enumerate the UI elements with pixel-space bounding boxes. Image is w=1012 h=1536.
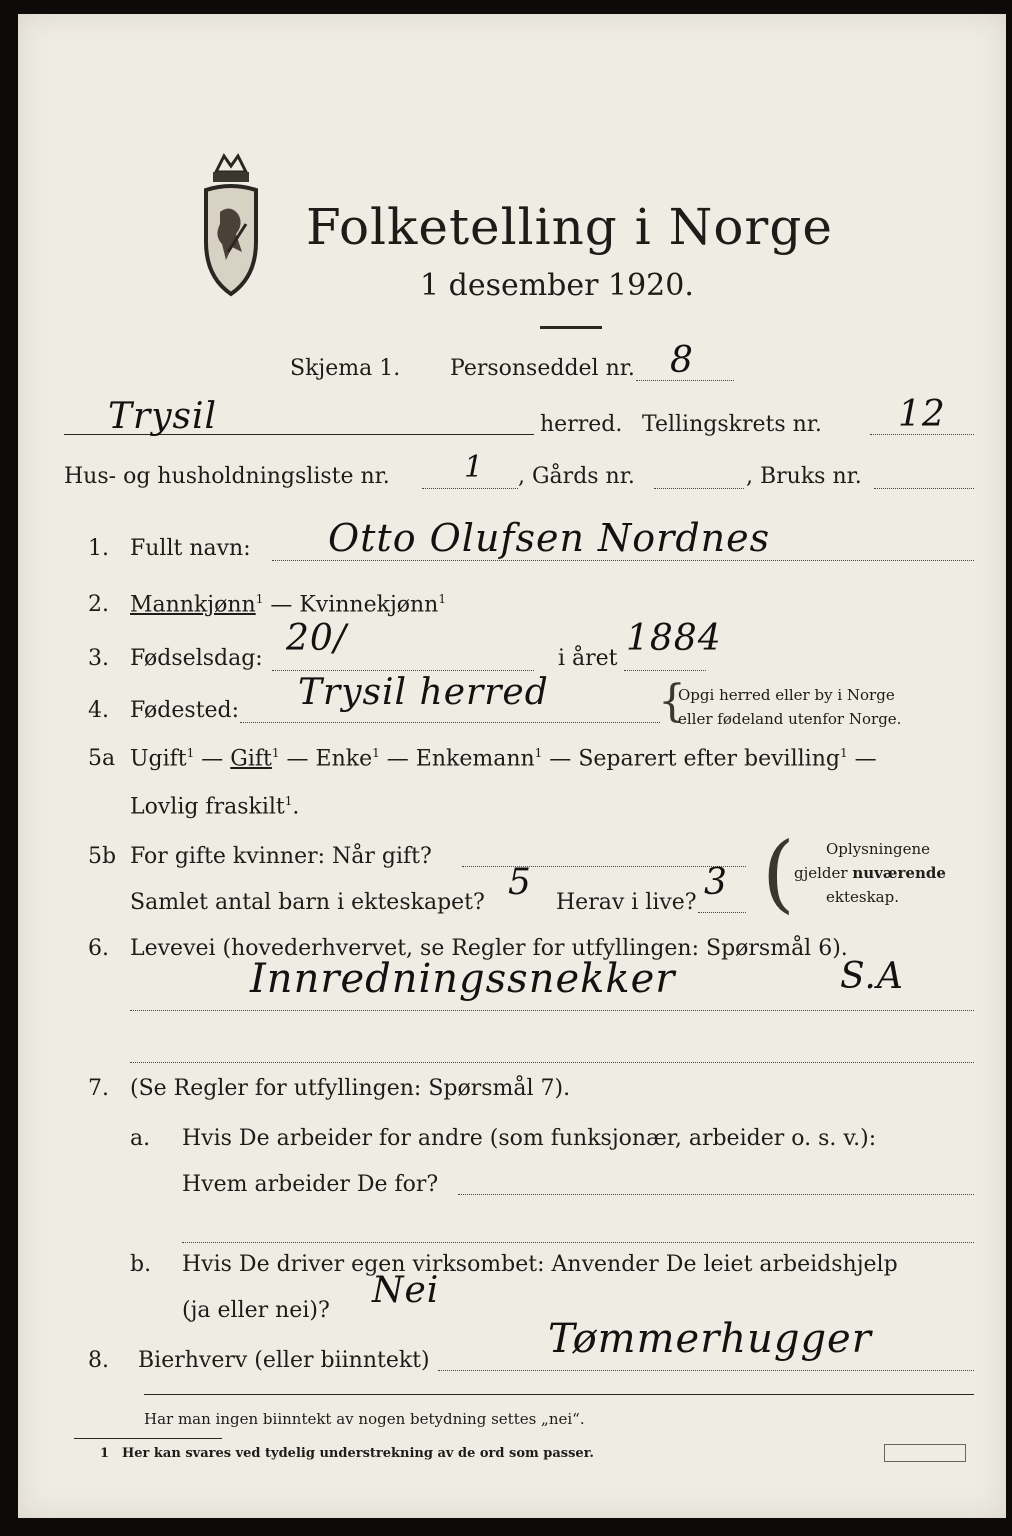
- form-title: Folketelling i Norge: [306, 198, 833, 256]
- title-rule: [540, 326, 602, 329]
- status-enke-option[interactable]: Enke: [315, 746, 373, 772]
- tellingskrets-value[interactable]: 12: [898, 394, 946, 435]
- q7a-label: Hvis De arbeider for andre (som funksjonær, arbeider o. s. v.):: [182, 1126, 877, 1151]
- q3-line: [272, 670, 534, 671]
- husliste-label: Hus- og husholdningsliste nr.: [64, 464, 390, 489]
- full-name-value[interactable]: Otto Olufsen Nordnes: [328, 516, 771, 560]
- q6-line-2: [130, 1062, 974, 1063]
- status-separert-option[interactable]: Separert efter bevilling: [578, 746, 840, 772]
- personseddel-label: Personseddel nr.: [450, 356, 635, 381]
- q7-number: 7.: [88, 1076, 109, 1101]
- census-date: 1 desember 1920.: [420, 268, 694, 303]
- q7b-label: Hvis De driver egen virksombet: Anvender De leiet arbeidshjelp: [182, 1252, 898, 1277]
- occupation-value[interactable]: Innredningssnekker: [250, 956, 676, 1002]
- q1-line: [272, 560, 974, 561]
- q7a-line: [458, 1194, 974, 1195]
- q4-label: Fødested:: [130, 698, 240, 723]
- personseddel-value[interactable]: 8: [670, 340, 694, 381]
- birthplace-value[interactable]: Trysil herred: [298, 672, 549, 713]
- tellingskrets-label: Tellingskrets nr.: [642, 412, 822, 437]
- q8-number: 8.: [88, 1348, 109, 1373]
- q7a-letter: a.: [130, 1126, 151, 1151]
- herred-label: herred.: [540, 412, 623, 437]
- printer-stamp: [884, 1444, 966, 1462]
- q3-number: 3.: [88, 646, 109, 671]
- status-fraskilt-option[interactable]: Lovlig fraskilt: [130, 794, 285, 820]
- footnote-text: Her kan svares ved tydelig understrekning av de ord som passer.: [122, 1446, 594, 1461]
- gender-male-option[interactable]: Mannkjønn: [130, 592, 256, 618]
- skjema-label: Skjema 1.: [290, 356, 401, 381]
- q5b-label: For gifte kvinner: Når gift?: [130, 844, 432, 869]
- gards-line: [654, 488, 744, 489]
- q4-note-2: eller fødeland utenfor Norge.: [678, 710, 902, 728]
- husliste-value[interactable]: 1: [464, 450, 485, 485]
- q8-label: Bierhverv (eller biinntekt): [138, 1348, 430, 1373]
- q7-label: (Se Regler for utfyllingen: Spørsmål 7).: [130, 1076, 571, 1101]
- birthyear-value[interactable]: 1884: [626, 618, 722, 659]
- q3-year-line: [624, 670, 706, 671]
- gender-female-option[interactable]: Kvinnekjønn: [299, 592, 439, 618]
- q6-number: 6.: [88, 936, 109, 961]
- q1-number: 1.: [88, 536, 109, 561]
- census-form: [18, 14, 1006, 1518]
- occupation-code: S.A: [840, 956, 904, 997]
- footer-note: Har man ingen biinntekt av nogen betydning settes „nei“.: [144, 1410, 585, 1428]
- status-ugift-option[interactable]: Ugift: [130, 746, 187, 772]
- q5b-note-1: Oplysningene: [826, 840, 931, 858]
- q2-gender: Mannkjønn$^1$ — Kvinnekjønn$^1$: [130, 592, 446, 618]
- children-total-value[interactable]: 5: [508, 862, 532, 903]
- herred-value[interactable]: Trysil: [108, 396, 218, 437]
- footer-rule: [144, 1394, 974, 1395]
- q5b-alive-line: [698, 912, 746, 913]
- footnote-mark: 1: [100, 1446, 110, 1461]
- q5b-note-2: gjelder nuværende: [794, 864, 946, 882]
- q6-line: [130, 1010, 974, 1011]
- q7b-letter: b.: [130, 1252, 152, 1277]
- hired-help-value[interactable]: Nei: [372, 1270, 440, 1311]
- q3-year-label: i året: [558, 646, 618, 671]
- q7a-sub-label: Hvem arbeider De for?: [182, 1172, 439, 1197]
- q4-note-1: Opgi herred eller by i Norge: [678, 686, 895, 704]
- q5b-brace-icon: (: [762, 824, 795, 922]
- q5b-number: 5b: [88, 844, 117, 869]
- gards-label: , Gårds nr.: [518, 464, 635, 489]
- q7b-sub-label: (ja eller nei)?: [182, 1298, 330, 1323]
- birthdate-value[interactable]: 20/: [286, 618, 347, 659]
- coat-of-arms-icon: [186, 152, 276, 302]
- q5a-options: Ugift$^1$ — Gift$^1$ — Enke$^1$ — Enkemann$^1$ — Separert efter bevilling$^1$ —: [130, 746, 877, 772]
- q4-line: [240, 722, 660, 723]
- bruks-label: , Bruks nr.: [746, 464, 862, 489]
- husliste-line: [422, 488, 518, 489]
- q5b-children-label: Samlet antal barn i ekteskapet?: [130, 890, 485, 915]
- q6-label: Levevei (hovederhvervet, se Regler for utfyllingen: Spørsmål 6).: [130, 936, 848, 961]
- q1-label: Fullt navn:: [130, 536, 251, 561]
- q4-number: 4.: [88, 698, 109, 723]
- bruks-line: [874, 488, 974, 489]
- status-enkemann-option[interactable]: Enkemann: [415, 746, 535, 772]
- q5a-number: 5a: [88, 746, 116, 771]
- footnote-rule: [74, 1438, 222, 1439]
- status-gift-option[interactable]: Gift: [230, 746, 272, 772]
- bleed-through: [718, 106, 720, 127]
- q5b-note-3: ekteskap.: [826, 888, 899, 906]
- q5a-options-2: Lovlig fraskilt$^1$.: [130, 794, 300, 820]
- q5b-alive-label: Herav i live?: [556, 890, 697, 915]
- q8-line: [438, 1370, 974, 1371]
- q3-label: Fødselsdag:: [130, 646, 263, 671]
- q4-brace-icon: {: [658, 676, 686, 727]
- q7a-line-2: [182, 1242, 974, 1243]
- side-occupation-value[interactable]: Tømmerhugger: [548, 1316, 872, 1362]
- q2-number: 2.: [88, 592, 109, 617]
- children-alive-value[interactable]: 3: [704, 862, 728, 903]
